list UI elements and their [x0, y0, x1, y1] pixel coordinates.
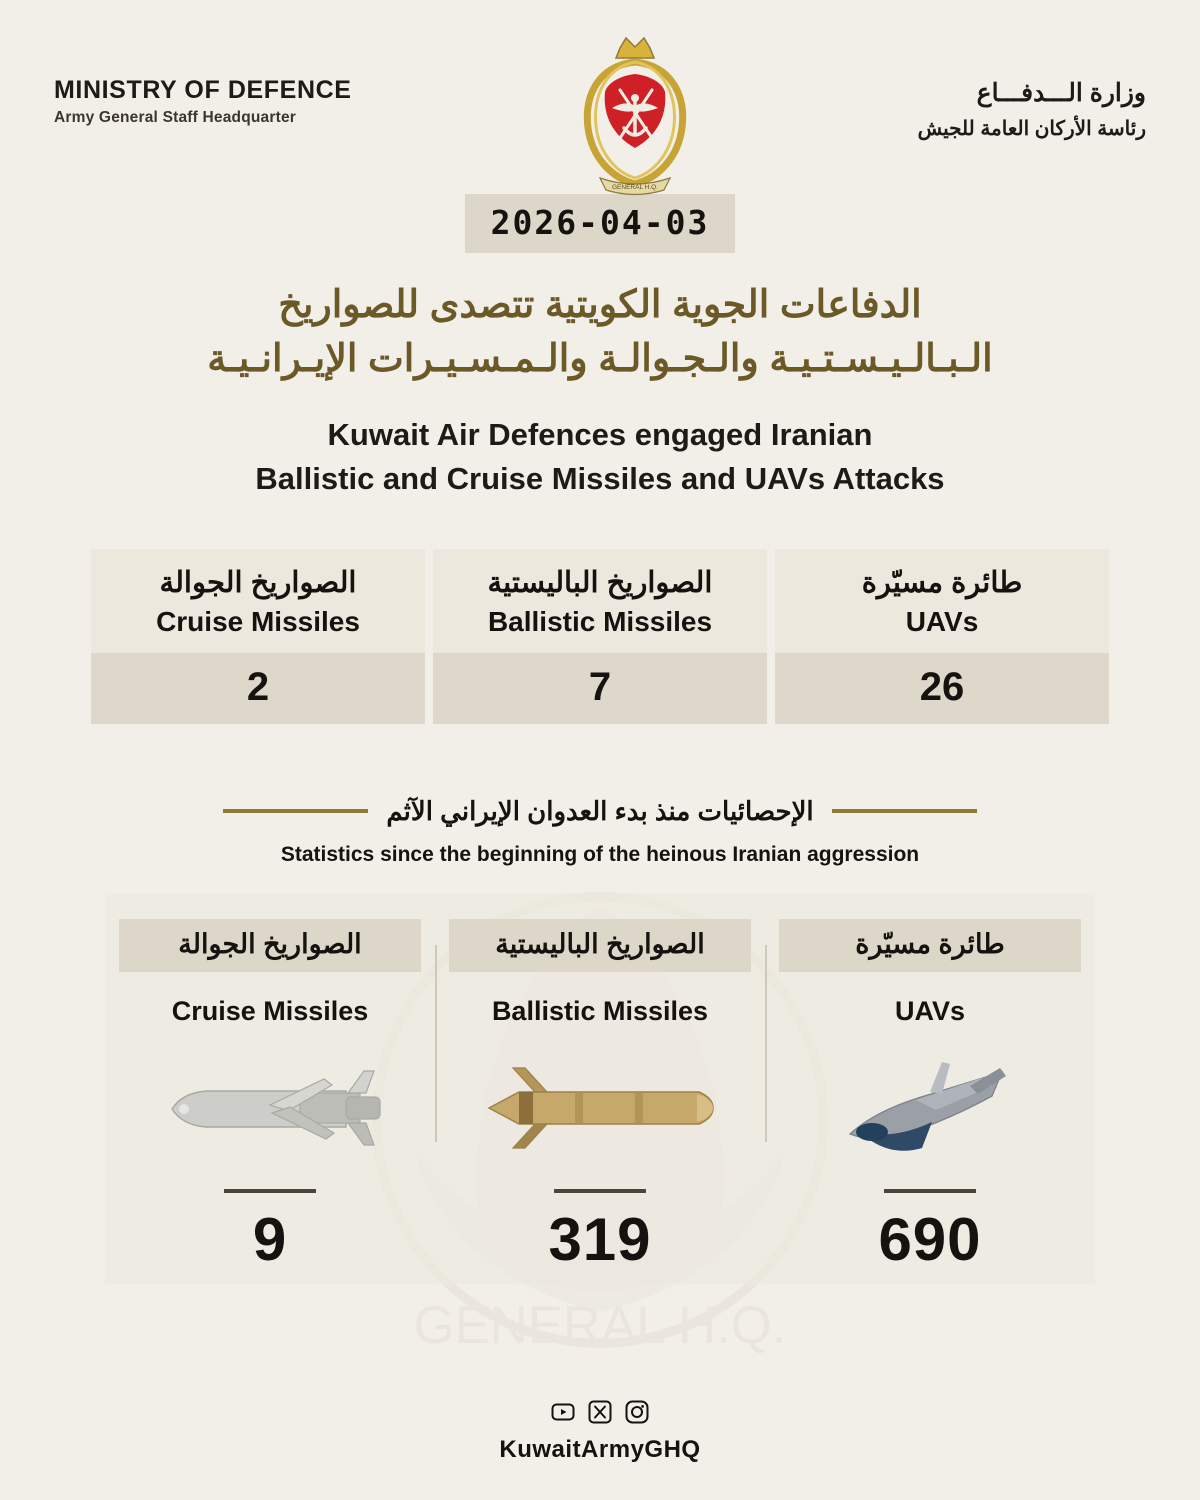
date-row	[0, 194, 1200, 253]
cumulative-stat-ballistic-missiles	[435, 919, 765, 1274]
divider-line-right	[832, 809, 977, 813]
daily-stat-label-en: Ballistic Missiles	[487, 606, 713, 638]
headline-english	[90, 413, 1110, 501]
section-heading-row	[0, 796, 1200, 827]
headline-english-line2: Ballistic and Cruise Missiles and UAVs Attacks	[255, 460, 945, 496]
headline-english-line1: Kuwait Air Defences engaged Iranian	[327, 416, 873, 452]
uav-drone-illustration-icon	[779, 1033, 1081, 1183]
instagram-icon[interactable]	[625, 1400, 649, 1424]
header-left-block	[54, 38, 352, 127]
page-footer	[0, 1400, 1200, 1464]
daily-stat-labels	[433, 549, 767, 653]
daily-stat-value: 26	[775, 653, 1109, 724]
report-date-chip: 2026-04-03	[465, 194, 736, 253]
daily-stat-uavs	[775, 549, 1109, 724]
cumulative-label-en: Ballistic Missiles	[491, 995, 709, 1026]
cumulative-label-ar: الصواريخ الجوالة	[119, 919, 421, 972]
daily-stat-label-ar: الصواريخ الباليستية	[487, 566, 713, 599]
ministry-subtitle-ar: رئاسة الأركان العامة للجيش	[917, 118, 1146, 140]
daily-stat-cruise-missiles	[91, 549, 425, 724]
daily-stat-labels	[775, 549, 1109, 653]
kuwait-army-ghq-emblem-icon	[560, 32, 710, 197]
cumulative-label-en: Cruise Missiles	[171, 995, 369, 1026]
daily-stat-label-ar: الصواريخ الجوالة	[159, 566, 357, 599]
section-title-ar: الإحصائيات منذ بدء العدوان الإيراني الآثم	[386, 795, 814, 826]
ballistic-missile-illustration-icon	[449, 1033, 751, 1183]
cumulative-label-en: UAVs	[894, 995, 966, 1026]
daily-stat-value: 2	[91, 653, 425, 724]
headline-arabic	[70, 279, 1130, 387]
value-underline	[884, 1189, 976, 1193]
daily-stat-label-en: UAVs	[905, 606, 979, 638]
cumulative-stat-cruise-missiles	[105, 919, 435, 1274]
cumulative-label-ar: الصواريخ الباليستية	[449, 919, 751, 972]
x-twitter-icon[interactable]	[588, 1400, 612, 1424]
headline-arabic-line1: الدفاعات الجوية الكويتية تتصدى للصواريخ	[278, 284, 922, 326]
daily-stats-row	[0, 549, 1200, 724]
cumulative-stat-uavs	[765, 919, 1095, 1274]
daily-stat-label-ar: طائرة مسيّرة	[861, 566, 1023, 599]
cumulative-label-ar: طائرة مسيّرة	[779, 919, 1081, 972]
svg-text:GENERAL H.Q.: GENERAL H.Q.	[611, 184, 658, 191]
value-underline	[224, 1189, 316, 1193]
divider-line-left	[223, 809, 368, 813]
cumulative-value: 690	[878, 1205, 982, 1273]
daily-stat-ballistic-missiles	[433, 549, 767, 724]
section-title-en: Statistics since the beginning of the heinous Iranian aggression	[280, 842, 920, 866]
cumulative-stats-panel	[105, 893, 1095, 1284]
daily-stat-value: 7	[433, 653, 767, 724]
value-underline	[554, 1189, 646, 1193]
ministry-subtitle-en: Army General Staff Headquarter	[54, 109, 297, 126]
daily-stat-label-en: Cruise Missiles	[156, 606, 360, 638]
svg-text:GENERAL H.Q.: GENERAL H.Q.	[413, 1296, 787, 1356]
cumulative-value: 319	[548, 1205, 652, 1273]
header-right-block	[918, 38, 1146, 141]
daily-stat-labels	[91, 549, 425, 653]
ministry-title-en: MINISTRY OF DEFENCE	[54, 76, 352, 104]
cruise-missile-illustration-icon	[119, 1033, 421, 1183]
page-header	[0, 0, 1200, 191]
headline-arabic-line2: الـبـالـيـسـتـيـة والـجـوالـة والـمـسـيـرات الإيـرانـيـة	[207, 337, 993, 380]
social-links-row	[0, 1400, 1200, 1424]
social-handle: KuwaitArmyGHQ	[499, 1436, 701, 1463]
ministry-title-ar: وزارة الـــدفـــاع	[976, 79, 1146, 107]
youtube-icon[interactable]	[551, 1400, 575, 1424]
cumulative-value: 9	[252, 1205, 288, 1273]
